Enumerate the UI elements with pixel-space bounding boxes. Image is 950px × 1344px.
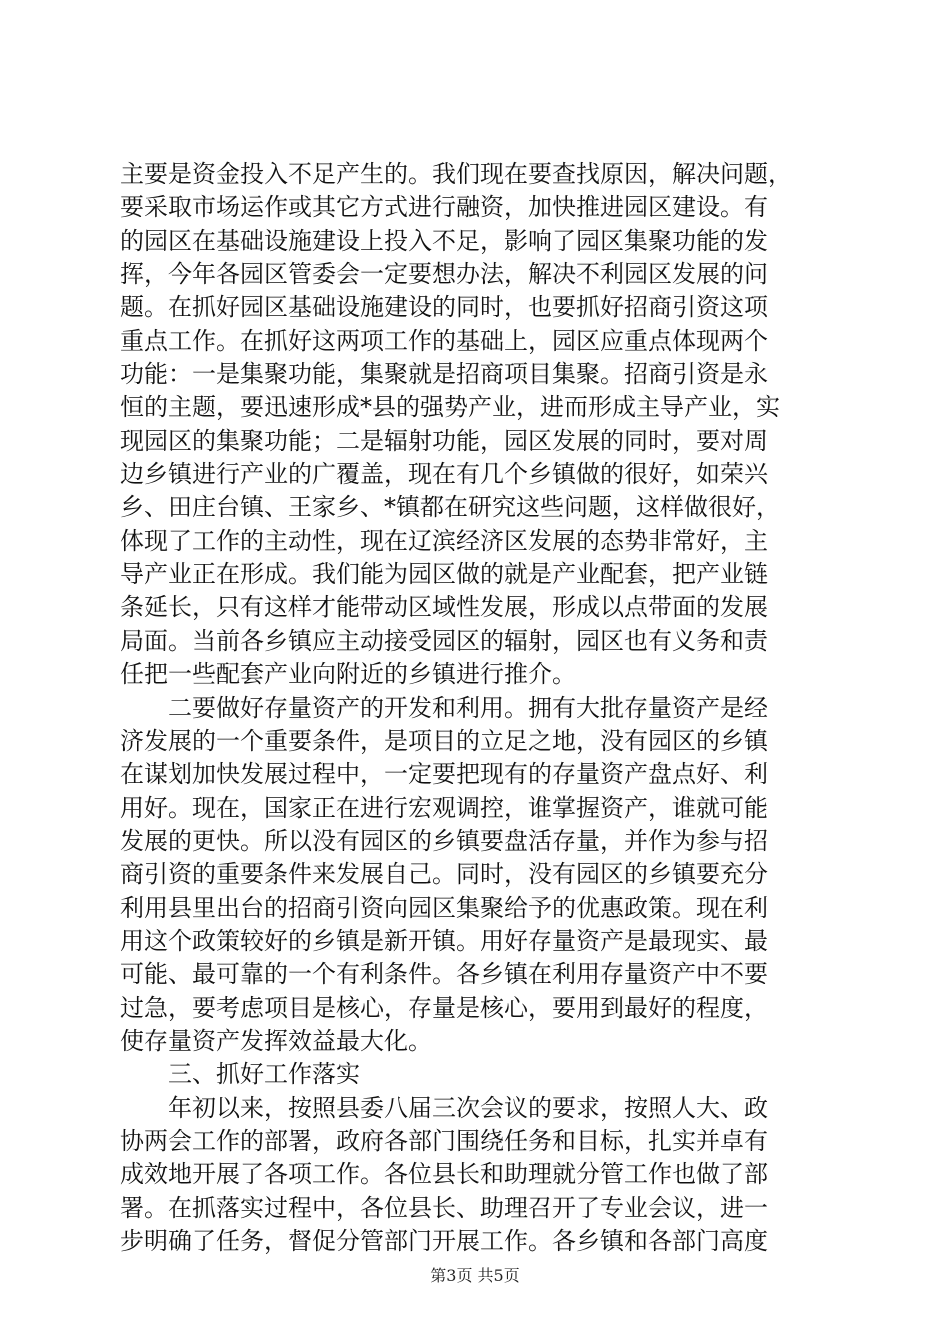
text-line: 成效地开展了各项工作。各位县长和助理就分管工作也做了部 [120,1160,768,1189]
text-line: 条延长，只有这样才能带动区域性发展，形成以点带面的发展 [120,593,768,622]
text-line: 步明确了任务，督促分管部门开展工作。各乡镇和各部门高度 [120,1227,768,1255]
text-line: 利用县里出台的招商引资向园区集聚给予的优惠政策。现在利 [120,893,768,922]
text-line: 年初以来，按照县委八届三次会议的要求，按照人大、政 [120,1093,768,1122]
text-line: 发展的更快。所以没有园区的乡镇要盘活存量，并作为参与招 [120,826,768,855]
text-line: 商引资的重要条件来发展自己。同时，没有园区的乡镇要充分 [120,860,768,889]
text-line: 任把一些配套产业向附近的乡镇进行推介。 [120,660,576,689]
text-line: 可能、最可靠的一个有利条件。各乡镇在利用存量资产中不要 [120,960,768,989]
text-line: 用这个政策较好的乡镇是新开镇。用好存量资产是最现实、最 [120,926,768,955]
text-line: 要采取市场运作或其它方式进行融资，加快推进园区建设。有 [120,193,768,222]
text-line: 使存量资产发挥效益最大化。 [120,1026,432,1055]
text-line: 体现了工作的主动性，现在辽滨经济区发展的态势非常好，主 [120,526,768,555]
text-line: 署。在抓落实过程中，各位县长、助理召开了专业会议，进一 [120,1193,768,1222]
text-line: 功能：一是集聚功能，集聚就是招商项目集聚。招商引资是永 [120,360,768,389]
text-line: 过急，要考虑项目是核心，存量是核心，要用到最好的程度， [120,993,768,1022]
text-line: 重点工作。在抓好这两项工作的基础上，园区应重点体现两个 [120,326,768,355]
text-line: 的园区在基础设施建设上投入不足，影响了园区集聚功能的发 [120,226,768,255]
text-line: 乡、田庄台镇、王家乡、*镇都在研究这些问题，这样做很好， [120,493,780,522]
body-text [120,158,832,1258]
text-line: 协两会工作的部署，政府各部门围绕任务和目标，扎实并卓有 [120,1126,768,1155]
text-line: 现园区的集聚功能；二是辐射功能，园区发展的同时，要对周 [120,426,768,455]
page-number-footer: 第3页 共5页 [430,1266,520,1285]
text-line: 主要是资金投入不足产生的。我们现在要查找原因，解决问题， [120,160,792,188]
text-line: 二要做好存量资产的开发和利用。拥有大批存量资产是经 [120,693,768,722]
text-line: 挥，今年各园区管委会一定要想办法，解决不利园区发展的问 [120,260,768,289]
text-line: 题。在抓好园区基础设施建设的同时，也要抓好招商引资这项 [120,293,768,322]
section-heading: 三、抓好工作落实 [120,1060,360,1089]
text-line: 恒的主题，要迅速形成*县的强势产业，进而形成主导产业，实 [120,393,780,422]
text-line: 导产业正在形成。我们能为园区做的就是产业配套，把产业链 [120,560,768,589]
text-line: 用好。现在，国家正在进行宏观调控，谁掌握资产，谁就可能 [120,793,768,822]
text-line: 在谋划加快发展过程中，一定要把现有的存量资产盘点好、利 [120,760,768,789]
text-line: 济发展的一个重要条件，是项目的立足之地，没有园区的乡镇 [120,726,768,755]
text-line: 局面。当前各乡镇应主动接受园区的辐射，园区也有义务和责 [120,626,768,655]
text-line: 边乡镇进行产业的广覆盖，现在有几个乡镇做的很好，如荣兴 [120,460,768,489]
